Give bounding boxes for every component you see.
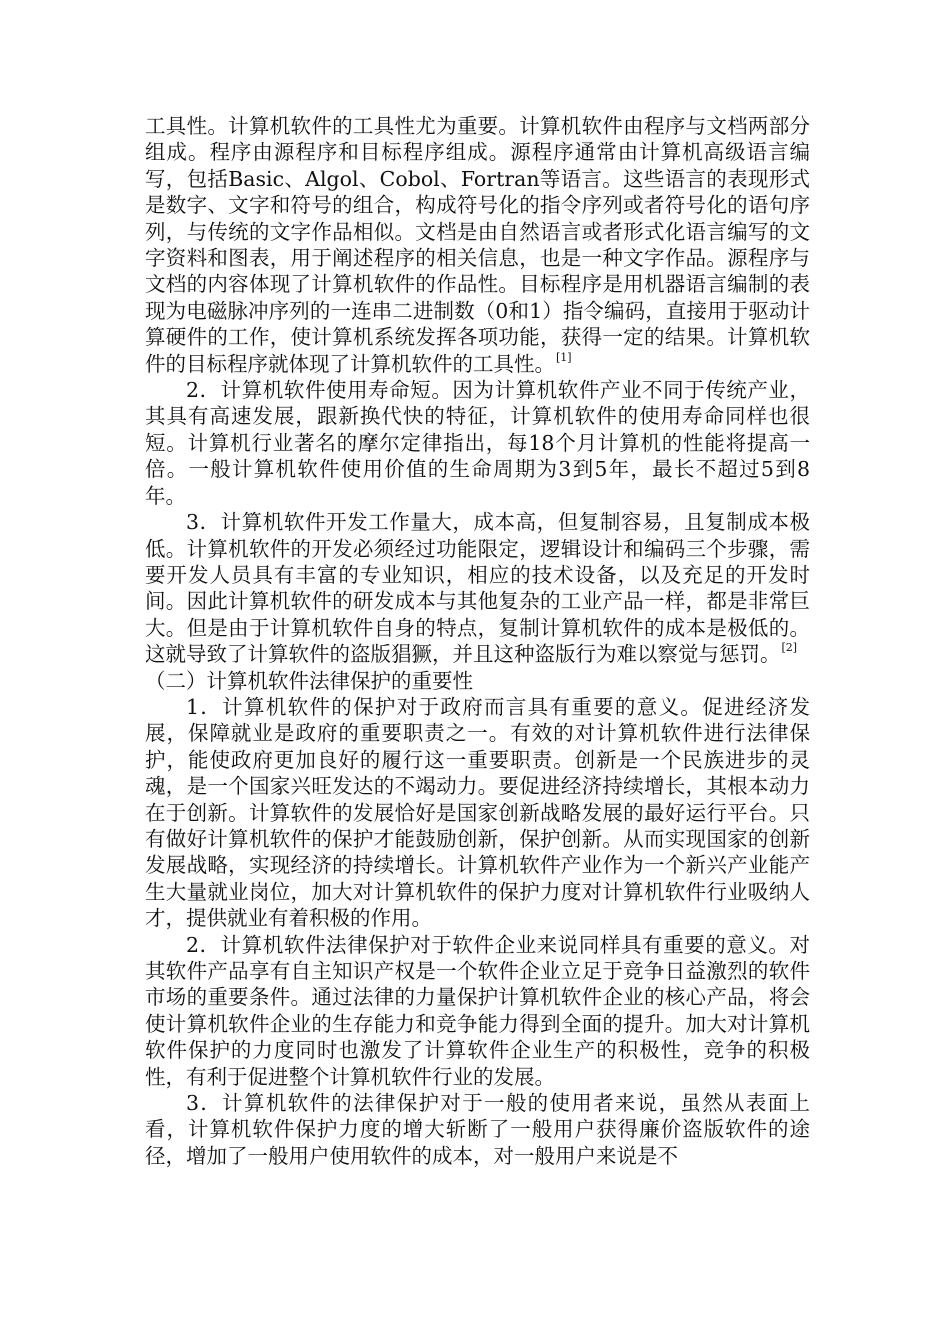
section-heading: （二）计算机软件法律保护的重要性 (145, 668, 473, 693)
paragraph-text: 3．计算机软件的法律保护对于一般的使用者来说，虽然从表面上看，计算机软件保护力度的增大斩断了一般用户获得廉价盗版软件的途径，增加了一般用户使用软件的成本，对一般用户来说是不 (145, 1091, 810, 1168)
paragraph-text: 2．计算机软件使用寿命短。因为计算机软件产业不同于传统产业，其具有高速发展，跟新换代快的特征，计算机软件的使用寿命同样也很短。计算机行业著名的摩尔定律指出，每18个月计算机的性能将提高一倍。一般计算机软件使用价值的生命周期为3到5年，最长不超过5到8年。 (145, 378, 810, 508)
paragraph-lifespan (145, 377, 810, 509)
paragraph-enterprise (145, 932, 810, 1090)
citation-ref-1: [1] (556, 350, 572, 364)
paragraph-government (145, 694, 810, 932)
paragraph-users (145, 1090, 810, 1169)
paragraph-continuation (145, 113, 810, 377)
paragraph-text: 1．计算机软件的保护对于政府而言具有重要的意义。促进经济发展，保障就业是政府的重要职责之一。有效的对计算机软件进行法律保护，能使政府更加良好的履行这一重要职责。创新是一个民族进步的灵魂，是一个国家兴旺发达的不竭动力。要促进经济持续增长，其根本动力在于创新。计算软件的发展恰好是国家创新战略发展的最好运行平台。只有做好计算机软件的保护才能鼓励创新，保护创新。从而实现国家的创新发展战略，实现经济的持续增长。计算机软件产业作为一个新兴产业能产生大量就业岗位，加大对计算机软件的保护力度对计算机软件行业吸纳人才，提供就业有着积极的作用。 (145, 694, 810, 931)
paragraph-text: 工具性。计算机软件的工具性尤为重要。计算机软件由程序与文档两部分组成。程序由源程序和目标程序组成。源程序通常由计算机高级语言编写，包括Basic、Algol、Cobol、Fortran等语言。这些语言的表现形式是数字、文字和符号的组合，构成符号化的指令序列或者符号化的语句序列，与传统的文字作品相似。文档是由自然语言或者形式化语言编写的文字资料和图表，用于阐述程序的相关信息，也是一种文字作品。源程序与文档的内容体现了计算机软件的作品性。目标程序是用机器语言编制的表现为电磁脉冲序列的一连串二进制数（0和1）指令编码，直接用于驱动计算硬件的工作，使计算机系统发挥各项功能，获得一定的结果。计算机软件的目标程序就体现了计算机软件的工具性。 (145, 114, 810, 376)
paragraph-text: 3．计算机软件开发工作量大，成本高，但复制容易，且复制成本极低。计算机软件的开发必须经过功能限定，逻辑设计和编码三个步骤，需要开发人员具有丰富的专业知识，相应的技术设备，以及充足的开发时间。因此计算机软件的研发成本与其他复杂的工业产品一样，都是非常巨大。但是由于计算机软件自身的特点，复制计算机软件的成本是极低的。这就导致了计算软件的盗版猖獗，并且这种盗版行为难以察觉与惩罚。 (145, 510, 810, 667)
paragraph-text: 2．计算机软件法律保护对于软件企业来说同样具有重要的意义。对其软件产品享有自主知识产权是一个软件企业立足于竞争日益激烈的软件市场的重要条件。通过法律的力量保护计算机软件企业的核心产品，将会使计算机软件企业的生存能力和竞争能力得到全面的提升。加大对计算机软件保护的力度同时也激发了计算软件企业生产的积极性，竞争的积极性，有利于促进整个计算机软件行业的发展。 (145, 932, 810, 1089)
paragraph-cost (145, 509, 810, 667)
citation-ref-2: [2] (781, 641, 798, 655)
document-page (145, 113, 810, 1169)
